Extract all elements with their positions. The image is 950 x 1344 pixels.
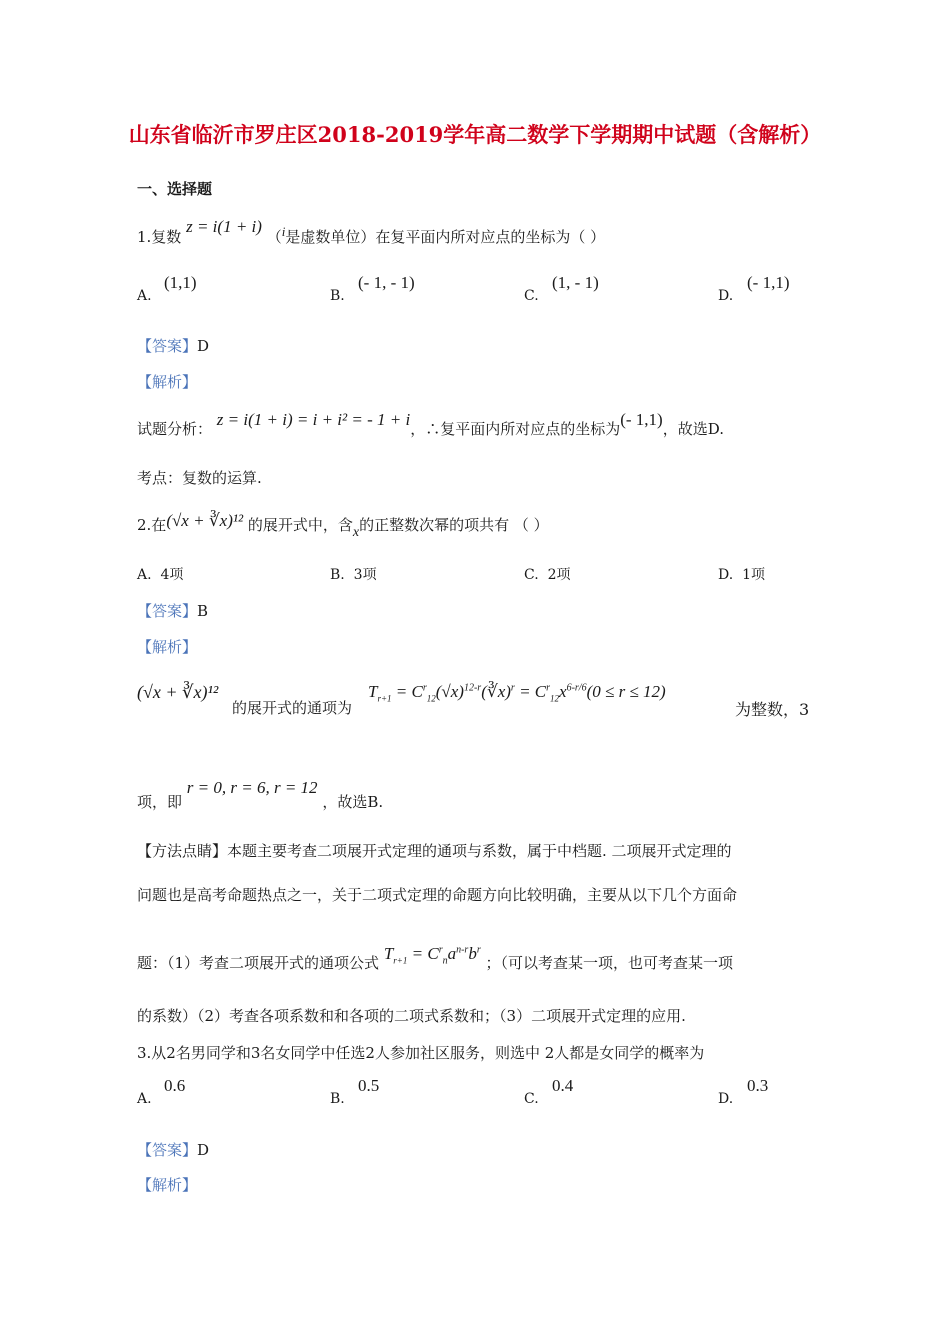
question-3: 3.从2名男同学和3名女同学中任选2人参加社区服务，则选中 2人都是女同学的概率为 [137,1044,705,1062]
q3-option-b-value: 0.5 [358,1076,380,1095]
q3-option-a: A. [137,1091,152,1107]
q3-option-a-value: 0.6 [164,1076,186,1095]
q3-option-b: B. [330,1091,345,1107]
q1-option-c-value: (1, - 1) [552,273,599,292]
q1-kaodian: 考点：复数的运算. [137,469,262,487]
q2-analysis-line2 [137,778,384,812]
q2-answer: 【答案】B [137,602,209,620]
q1-analysis-label: 【解析】 [137,373,198,391]
method-paragraph-2: 问题也是高考命题热点之一，关于二项式定理的命题方向比较明确，主要从以下几个方面命 [137,886,738,904]
q2-line2-expression: r = 0, r = 6, r = 12 [186,778,318,797]
q2-suffix: 的正整数次幂的项共有 （ ） [359,516,549,534]
q3-option-d: D. [718,1091,734,1107]
q2-option-a-value: 4项 [160,567,184,583]
q1-analysis-end: ，故选D. [662,420,724,438]
question-1 [137,217,606,247]
q3-answer-value: D [197,1141,210,1159]
method-p3-start: 题：（1）考查二项展开式的通项公式 [137,954,380,972]
q1-option-b-value: (- 1, - 1) [358,273,415,292]
q1-note: 是虚数单位）在复平面内所对应点的坐标为（ ） [285,228,606,246]
q1-paren: （ [266,228,282,246]
page-title: 山东省临沂市罗庄区2018-2019学年高二数学下学期期中试题（含解析） [128,122,822,147]
q1-option-b: B. [330,288,345,304]
q2-answer-value: B [197,602,209,620]
method-p3-end: ；（可以考查某一项，也可考查某一项 [485,954,734,972]
q1-analysis-expression: z = i(1 + i) = i + i² = - 1 + i [216,410,411,429]
q1-answer-value: D [197,337,210,355]
section-heading: 一、选择题 [137,180,213,198]
q2-option-a: A. 4项 [137,567,184,583]
q1-analysis-prefix: 试题分析： [137,420,213,438]
q2-prefix: 2.在 [137,516,167,534]
q1-analysis-point: (- 1,1) [620,410,663,429]
q1-option-d: D. [718,288,734,304]
q3-option-c-value: 0.4 [552,1076,574,1095]
q1-option-c: C. [524,288,539,304]
q3-answer: 【答案】D [137,1141,210,1159]
q1-analysis [137,410,724,439]
q2-option-c: C. 2项 [524,567,571,583]
q2-analysis-mid: 的展开式的通项为 [232,699,353,717]
q2-option-b-value: 3项 [353,567,377,583]
q1-option-a-value: (1,1) [164,273,197,292]
q2-line2-end: ，故选B. [322,793,384,811]
q2-line2-prefix: 项，即 [137,793,183,811]
q2-expression: (√x + ∛x)¹² [166,511,244,530]
q2-option-d-value: 1项 [742,567,766,583]
question-2 [137,511,549,540]
method-formula: $T_{r+1} = C^r_na^{n-r}b^r$ [383,944,481,967]
q1-expression: z = i(1 + i) [186,217,262,236]
q2-mid: 的展开式中，含 [247,516,353,534]
q2-option-b: B. 3项 [330,567,377,583]
q1-option-d-value: (- 1,1) [747,273,790,292]
q1-prefix: 1.复数 [137,228,182,246]
q1-analysis-mid: ，∴复平面内所对应点的坐标为 [410,420,621,438]
method-paragraph-4: 的系数）（2）考查各项系数和和各项的二项式系数和；（3）二项展开式定理的应用. [137,1007,686,1025]
q2-option-c-value: 2项 [547,567,571,583]
q2-x: x [352,525,360,540]
q2-analysis-expression: (√x + ∛x)¹² [137,682,219,702]
method-paragraph-1: 【方法点睛】本题主要考查二项展开式定理的通项与系数，属于中档题. 二项展开式定理的 [137,842,732,860]
q1-answer: 【答案】D [137,337,210,355]
q2-analysis-end: 为整数，3 [735,700,810,719]
q2-analysis-label: 【解析】 [137,638,198,656]
q1-option-a: A. [137,288,152,304]
q1-imaginary-unit: i [281,224,286,239]
q2-option-d: D. 1项 [718,567,766,583]
method-paragraph-3 [137,944,734,975]
q3-option-c: C. [524,1091,539,1107]
q3-analysis-label: 【解析】 [137,1176,198,1194]
q3-option-d-value: 0.3 [747,1076,769,1095]
q2-analysis-formula: $T_{r+1}$ = $C^r_{12}(√x)^{12-r}(∛x)^r = C^r_{12}x^{6-r/6}(0 \le r \le 12)$ [368,682,666,704]
